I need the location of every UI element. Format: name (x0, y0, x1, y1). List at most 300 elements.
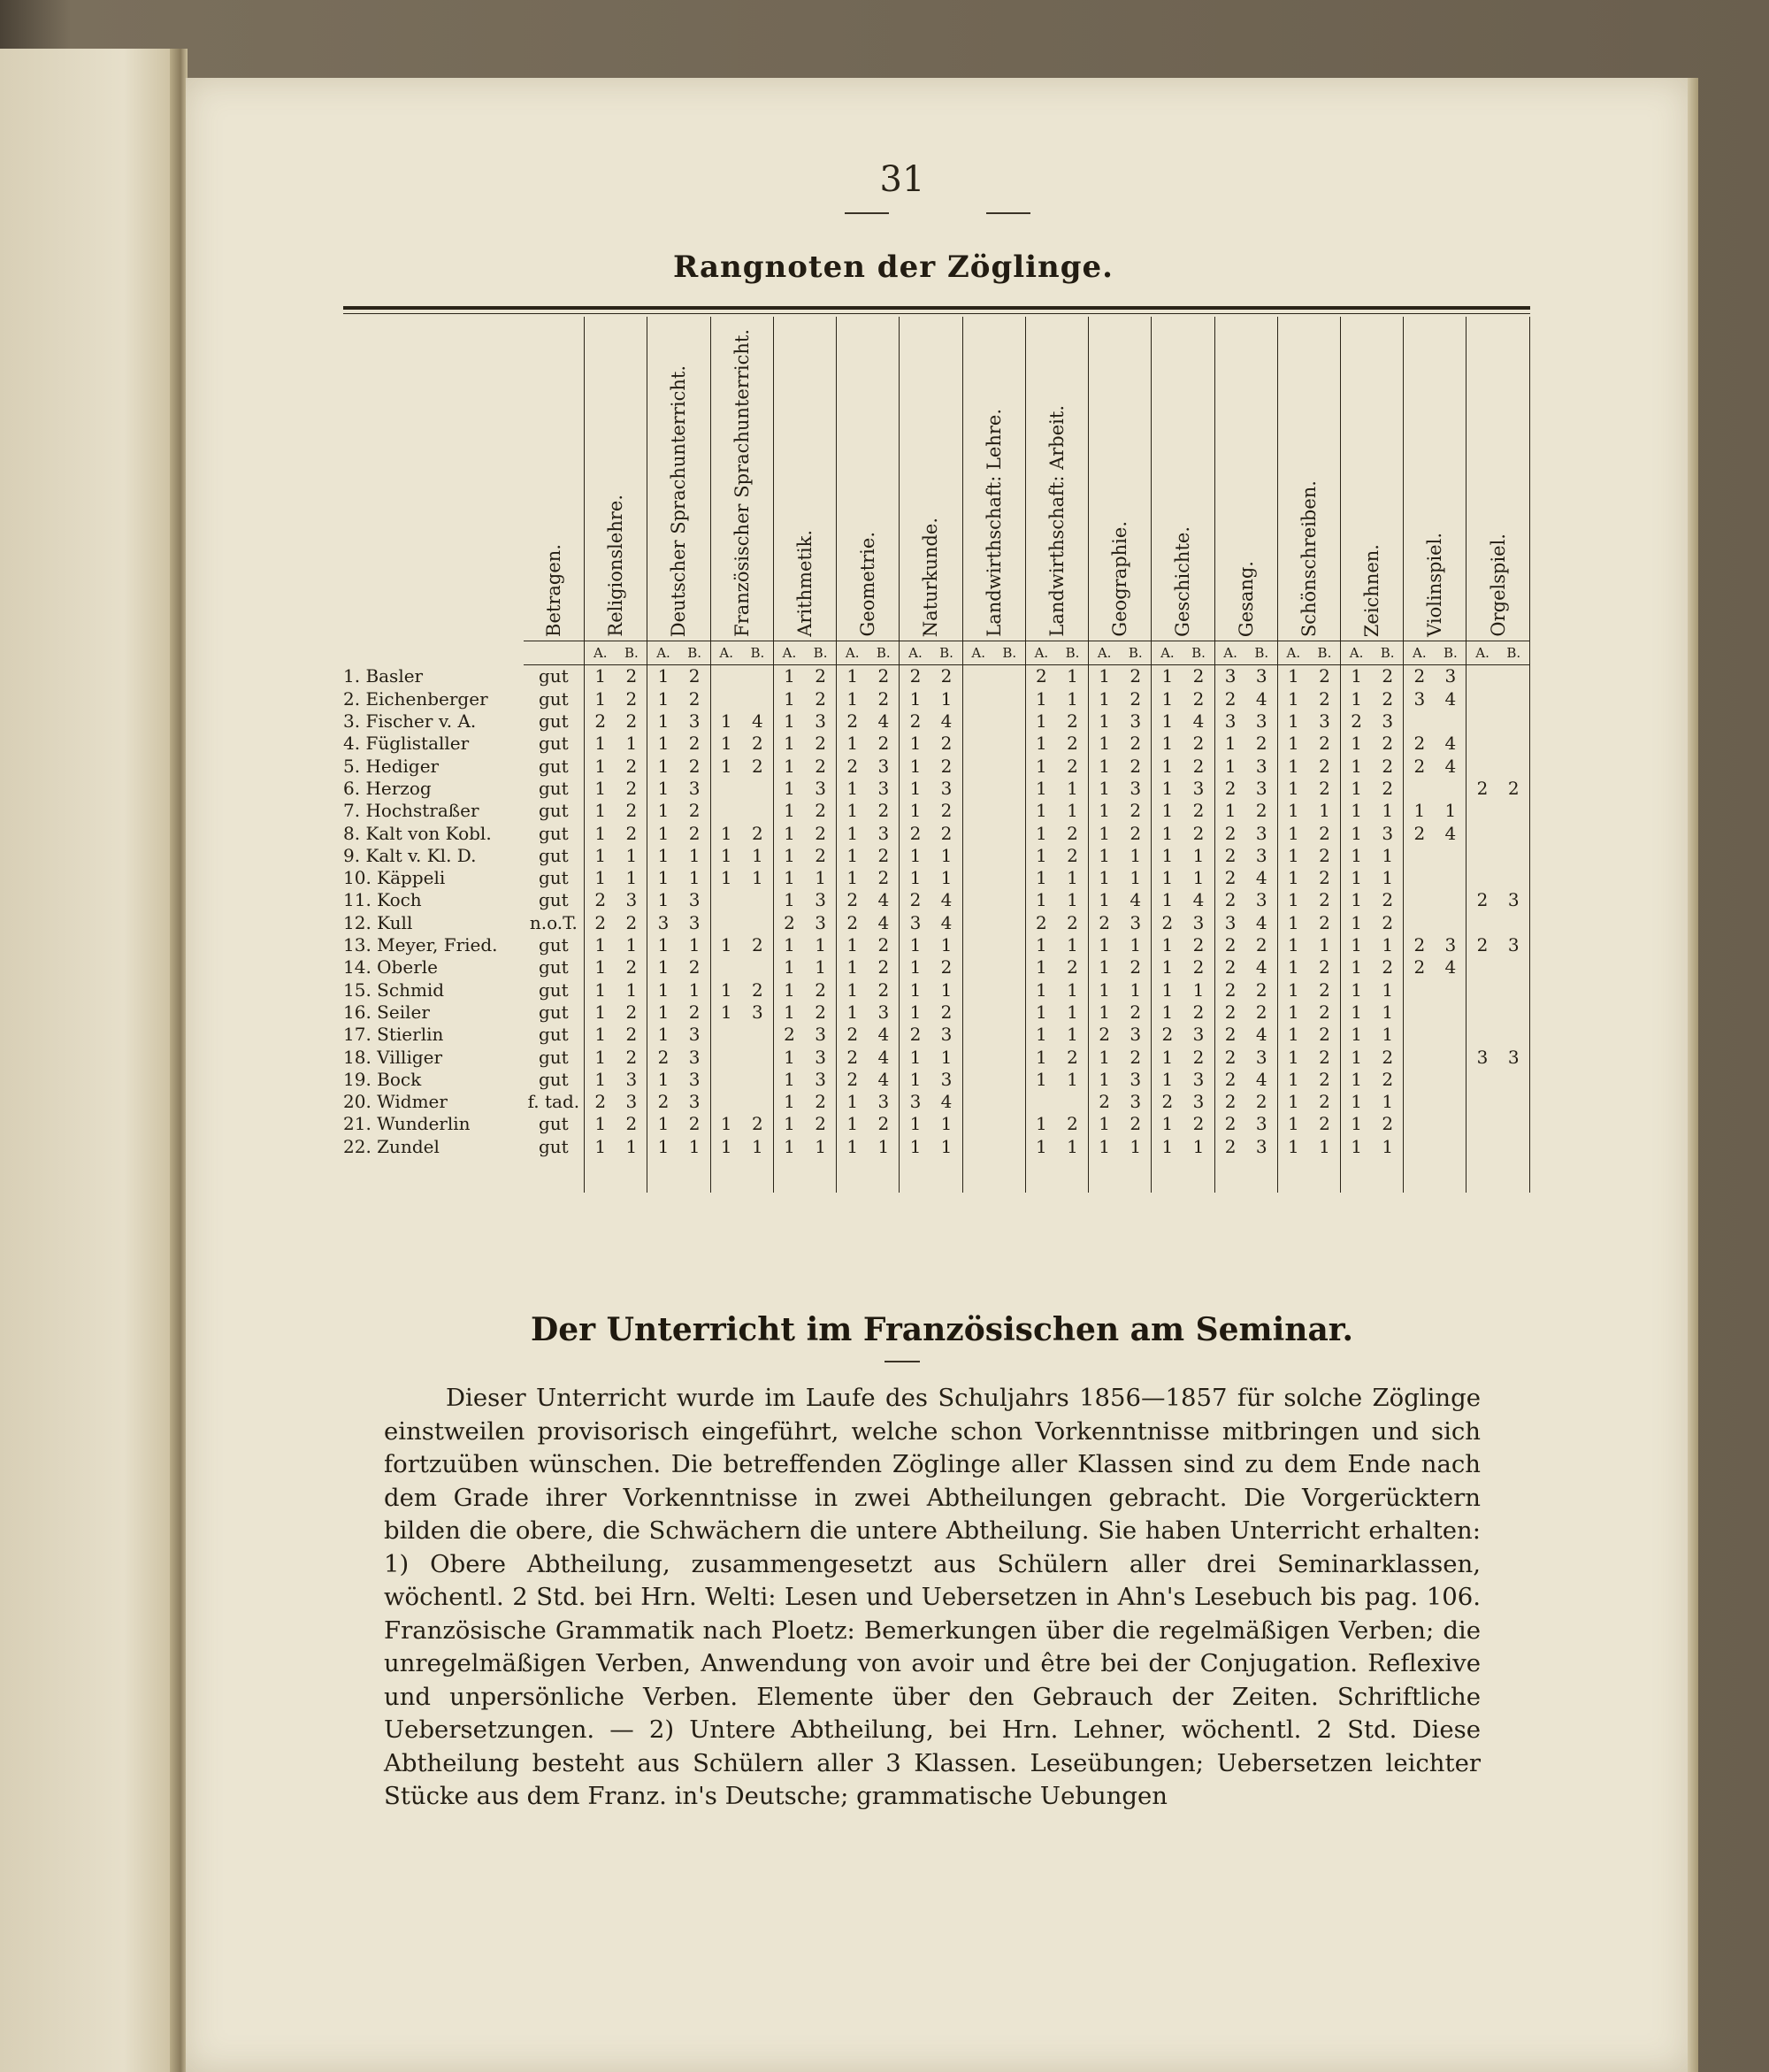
grade-cell: 1 (1099, 956, 1110, 978)
grade-cell: 1 (846, 800, 859, 822)
grade-cell: 1 (616, 933, 647, 955)
grade-cell: 1 (594, 956, 607, 978)
grade-cell: 1 (784, 665, 795, 687)
grade-cell: 1 (1099, 665, 1110, 687)
grade-cell: 1 (1099, 800, 1110, 822)
grade-cell: 2 (1309, 755, 1341, 777)
subject-header (1152, 317, 1214, 641)
table-row (343, 1046, 1530, 1068)
grade-cell (710, 911, 742, 933)
grade-cell: 1 (594, 800, 607, 822)
grade-cell: 1 (657, 777, 670, 799)
grade-cell (994, 1068, 1026, 1090)
grade-cell (1404, 978, 1436, 1001)
grade-cell: 1 (1099, 710, 1110, 733)
grade-cell (1467, 911, 1498, 933)
grade-cell: 1 (1287, 956, 1299, 978)
grade-cell: 4 (930, 710, 962, 732)
grade-cell: 1 (1099, 1135, 1110, 1157)
grade-cell: 2 (1120, 800, 1152, 822)
grade-cell (1498, 664, 1530, 687)
conduct-grade: gut (524, 687, 585, 710)
grade-cell: 2 (1183, 664, 1214, 687)
grade-cell: 2 (1161, 1091, 1174, 1113)
grade-cell: 2 (1413, 733, 1426, 755)
conduct-grade: gut (524, 1001, 585, 1023)
subject-header-row (343, 317, 1530, 641)
subject-label: Religionslehre. (605, 495, 627, 637)
grade-cell: 2 (1057, 822, 1089, 844)
grade-cell: 1 (909, 1113, 922, 1135)
grade-cell (1498, 1024, 1530, 1046)
grade-cell (994, 1001, 1026, 1023)
grade-cell (962, 911, 994, 933)
grade-cell (994, 889, 1026, 911)
grade-cell: 1 (1099, 755, 1110, 777)
col-b-label: B. (679, 641, 711, 664)
grade-cell: 1 (720, 1135, 732, 1157)
grade-cell (1467, 687, 1498, 710)
student-name: 18. Villiger (343, 1046, 443, 1068)
grade-cell: 2 (930, 755, 962, 777)
student-name: 17. Stierlin (343, 1024, 444, 1046)
grade-cell: 3 (1435, 664, 1467, 687)
table-row (343, 1024, 1530, 1046)
grade-cell: 1 (1036, 978, 1047, 1001)
grade-cell (1435, 1068, 1467, 1090)
grade-cell: 1 (1057, 1135, 1089, 1193)
grade-cell: 1 (679, 933, 711, 955)
grade-cell: 1 (1351, 889, 1362, 911)
grade-cell: 2 (846, 755, 859, 777)
grade-cell (1435, 1001, 1467, 1023)
grade-cell: 1 (594, 978, 607, 1001)
grade-cell: 1 (1351, 1113, 1362, 1135)
grade-cell: 1 (1057, 889, 1089, 911)
col-b-label: B. (1309, 641, 1341, 664)
col-b-label: B. (1120, 641, 1152, 664)
grade-cell: 1 (616, 867, 647, 889)
grade-cell (710, 687, 742, 710)
table-row (343, 777, 1530, 799)
grade-cell: 2 (616, 956, 647, 978)
grade-cell (962, 1001, 994, 1023)
grade-cell: 1 (657, 1135, 670, 1157)
grade-cell: 1 (1099, 1001, 1110, 1023)
grade-cell (994, 664, 1026, 687)
grade-cell: 1 (594, 1068, 607, 1090)
grade-cell: 1 (805, 956, 837, 978)
student-name: 5. Hediger (343, 755, 440, 777)
grade-cell: 2 (846, 911, 859, 933)
grade-cell: 4 (1246, 1068, 1278, 1090)
grade-cell: 1 (1036, 1135, 1047, 1157)
grade-cell: 1 (784, 978, 795, 1001)
grade-cell: 1 (846, 1135, 859, 1157)
grade-cell: 2 (742, 822, 774, 844)
grade-cell: 1 (679, 978, 711, 1001)
grade-cell: 3 (1246, 777, 1278, 799)
grade-cell: 2 (1183, 956, 1214, 978)
grade-cell (742, 1024, 774, 1046)
grade-cell: 1 (1120, 978, 1152, 1001)
grade-cell: 3 (1498, 889, 1530, 911)
grade-cell: 1 (1351, 934, 1362, 956)
grade-cell (1057, 1090, 1089, 1112)
grade-cell: 2 (846, 889, 859, 911)
col-a-label: A. (1152, 641, 1183, 664)
grade-cell (710, 800, 742, 822)
subject-header (1277, 317, 1340, 641)
grade-cell (1498, 710, 1530, 732)
grade-cell (1435, 911, 1467, 933)
grade-cell: 2 (868, 664, 900, 687)
grade-cell: 2 (616, 800, 647, 822)
grade-cell: 3 (1246, 710, 1278, 732)
grade-cell: 2 (1183, 1001, 1214, 1023)
grade-cell: 1 (1351, 800, 1362, 822)
grade-cell: 2 (784, 1024, 795, 1046)
grade-cell: 2 (1224, 1024, 1237, 1046)
grade-cell (1435, 1113, 1467, 1135)
grade-cell: 2 (1309, 777, 1341, 799)
table-row (343, 1090, 1530, 1112)
grade-cell (994, 710, 1026, 732)
grade-cell: 2 (1120, 755, 1152, 777)
grade-cell: 2 (1224, 1113, 1237, 1135)
conduct-grade: gut (524, 664, 585, 687)
student-name: 4. Füglistaller (343, 733, 470, 755)
grade-cell: 3 (1183, 1068, 1214, 1090)
grade-cell: 2 (930, 822, 962, 844)
grade-cell: 2 (805, 664, 837, 687)
conduct-grade: gut (524, 755, 585, 777)
grade-cell: 3 (616, 889, 647, 911)
grade-cell: 1 (1372, 978, 1404, 1001)
grade-cell: 1 (930, 933, 962, 955)
subject-label: Landwirthschaft: Arbeit. (1045, 405, 1068, 637)
grade-cell: 1 (909, 733, 922, 755)
grade-cell: 4 (1246, 687, 1278, 710)
grade-cell: 2 (1224, 1068, 1237, 1090)
grade-cell: 3 (805, 889, 837, 911)
grade-cell: 1 (1287, 822, 1299, 844)
grade-cell: 1 (1287, 733, 1299, 755)
grade-cell (1404, 1024, 1436, 1046)
grade-cell: 3 (679, 777, 711, 799)
grade-cell (994, 978, 1026, 1001)
grade-cell: 1 (1161, 1068, 1174, 1090)
grade-cell: 1 (1351, 1001, 1362, 1023)
grade-cell: 1 (909, 844, 922, 866)
grade-cell: 1 (1057, 1024, 1089, 1046)
page-number-rule-left (845, 212, 889, 214)
grade-cell: 2 (1476, 934, 1489, 956)
grade-cell: 2 (1183, 687, 1214, 710)
grade-cell: 1 (657, 1001, 670, 1023)
grade-cell: 2 (616, 822, 647, 844)
grade-cell (1467, 1135, 1498, 1193)
grade-cell: 1 (679, 867, 711, 889)
grade-cell: 4 (868, 889, 900, 911)
grade-cell: 1 (1287, 1135, 1299, 1157)
grade-cell: 2 (1099, 1091, 1110, 1113)
grade-cell: 1 (784, 1046, 795, 1068)
grade-cell: 2 (909, 889, 922, 911)
grade-cell: 1 (1351, 1024, 1362, 1046)
grade-cell (710, 664, 742, 687)
grade-cell (1435, 1135, 1467, 1193)
grade-cell (710, 889, 742, 911)
grade-cell: 2 (1309, 844, 1341, 866)
student-name: 8. Kalt von Kobl. (343, 822, 492, 844)
grade-cell: 2 (805, 1113, 837, 1135)
grade-cell: 4 (930, 911, 962, 933)
grade-cell (710, 1024, 742, 1046)
grade-cell: 1 (846, 1091, 859, 1113)
grade-cell: 1 (1372, 1024, 1404, 1046)
grade-cell: 1 (909, 867, 922, 889)
grade-cell: 1 (909, 934, 922, 956)
grade-cell (1404, 710, 1436, 732)
grade-cell (962, 933, 994, 955)
grade-cell: 3 (1372, 822, 1404, 844)
subject-label: Zeichnen. (1361, 543, 1383, 637)
col-a-label: A. (1277, 641, 1309, 664)
grade-cell: 1 (846, 934, 859, 956)
grade-cell (962, 1068, 994, 1090)
grade-cell (994, 867, 1026, 889)
grade-cell: 2 (868, 687, 900, 710)
grade-cell: 1 (657, 687, 670, 710)
grade-cell (962, 844, 994, 866)
grade-cell: 1 (1287, 777, 1299, 799)
grade-cell: 2 (1309, 664, 1341, 687)
grade-cell: 1 (1057, 867, 1089, 889)
grade-cell: 3 (1183, 777, 1214, 799)
grade-cell: 4 (868, 1046, 900, 1068)
grade-cell: 2 (1224, 1046, 1237, 1068)
grade-cell: 2 (909, 710, 922, 733)
grade-cell: 1 (846, 687, 859, 710)
grade-cell (742, 956, 774, 978)
grade-cell: 1 (657, 889, 670, 911)
grade-cell: 1 (1057, 777, 1089, 799)
grade-cell (1404, 1135, 1436, 1193)
subject-label: Naturkunde. (920, 517, 942, 637)
grade-cell: 1 (1036, 934, 1047, 956)
grade-cell: 1 (1099, 867, 1110, 889)
grade-cell: 3 (679, 710, 711, 732)
grade-cell (1435, 1046, 1467, 1068)
subject-label: Deutscher Sprachunterricht. (668, 365, 690, 637)
grade-cell: 3 (1498, 1046, 1530, 1068)
grade-cell: 3 (1120, 1024, 1152, 1046)
grade-cell: 1 (1161, 889, 1174, 911)
grade-cell: 1 (1036, 1001, 1047, 1023)
grade-cell: 2 (930, 664, 962, 687)
grade-cell: 2 (1372, 687, 1404, 710)
grade-cell: 2 (1120, 1113, 1152, 1135)
grade-cell (1404, 1068, 1436, 1090)
table-rule-thick (343, 306, 1530, 310)
table-row (343, 710, 1530, 732)
grade-cell (962, 1024, 994, 1046)
grade-cell: 2 (1413, 934, 1426, 956)
grade-cell: 2 (868, 933, 900, 955)
grade-cell: 2 (1057, 956, 1089, 978)
grade-cell (1498, 733, 1530, 755)
grade-cell: 1 (784, 733, 795, 755)
grade-cell (994, 800, 1026, 822)
grade-cell: 1 (720, 978, 732, 1001)
grade-cell: 2 (868, 844, 900, 866)
grade-cell (962, 755, 994, 777)
grade-cell: 4 (1183, 889, 1214, 911)
grade-cell: 2 (805, 978, 837, 1001)
grade-cell: 2 (805, 822, 837, 844)
grade-cell: 2 (616, 1024, 647, 1046)
grade-cell: 1 (1351, 777, 1362, 799)
grade-cell (994, 844, 1026, 866)
grade-cell: 2 (1183, 933, 1214, 955)
grade-cell: 1 (1120, 844, 1152, 866)
grade-cell (962, 710, 994, 732)
grade-cell: 2 (1057, 755, 1089, 777)
grade-cell: 2 (616, 1001, 647, 1023)
grade-cell: 1 (784, 1001, 795, 1023)
grade-cell: 1 (784, 867, 795, 889)
grade-cell: 2 (1372, 1068, 1404, 1090)
grade-cell: 2 (930, 956, 962, 978)
grade-cell: 2 (1036, 911, 1047, 933)
paragraph: Dieser Unterricht wurde im Laufe des Schuljahrs 1856—1857 für solche Zöglinge einstweilen provisorisch eingeführt, welche schon Vorkenntnisse mitbringen und sich fortzuüben wünschen. Die betreffenden Zöglinge aller Klassen sind zu dem Ende nach dem Grade ihrer Vorkenntnisse in zwei Abtheilungen gebracht. Die Vorgerücktern bilden die obere, die Schwächern die untere Abtheilung. Sie haben Unterricht erhalten: 1) Obere Abtheilung, zusammengesetzt aus Schülern aller drei Seminarklassen, wöchentl. 2 Std. bei Hrn. Welti: Lesen und Uebersetzen in Ahn's Lesebuch bis pag. 106. Französische Grammatik nach Ploetz: Bemerkungen über die regelmäßigen Verben; die unregelmäßigen Verben, Anwendung von avoir und être bei der Conjugation. Reflexive und unpersönliche Verben. Elemente über den Gebrauch der Zeiten. Schriftliche Uebersetzungen. — 2) Untere Abtheilung, bei Hrn. Lehner, wöchentl. 2 Std. Diese Abtheilung besteht aus Schülern aller 3 Klassen. Leseübungen; Uebersetzen leichter Stücke aus dem Franz. in's Deutsche; grammatische Uebungen (384, 1384, 1481, 1810)
grade-cell: 3 (805, 777, 837, 799)
grade-cell (994, 822, 1026, 844)
grade-cell: 2 (616, 911, 647, 933)
grade-cell: 1 (1161, 800, 1174, 822)
col-b-label: B. (1057, 641, 1089, 664)
grade-cell: 2 (657, 1091, 670, 1113)
grade-cell: 1 (720, 733, 732, 755)
grade-cell: 2 (1057, 1113, 1089, 1135)
grade-cell: 1 (1351, 1068, 1362, 1090)
grade-cell: 1 (616, 1135, 647, 1193)
grade-cell: 2 (909, 822, 922, 844)
student-name: 14. Oberle (343, 956, 438, 978)
grade-cell: 4 (1435, 687, 1467, 710)
col-b-label: B. (1372, 641, 1404, 664)
grade-cell: 1 (1224, 733, 1237, 755)
grade-cell: 1 (1057, 1068, 1089, 1090)
grade-cell: 2 (846, 710, 859, 733)
grade-cell (1467, 1113, 1498, 1135)
grade-cell (962, 1090, 994, 1112)
grade-cell (742, 664, 774, 687)
col-a-label: A. (710, 641, 742, 664)
grade-cell: 2 (805, 687, 837, 710)
grade-cell: 4 (742, 710, 774, 732)
grade-cell: 1 (1057, 933, 1089, 955)
grade-cell: 1 (784, 822, 795, 844)
grade-cell (1435, 1090, 1467, 1112)
grade-cell: 3 (1120, 710, 1152, 732)
grade-cell: 4 (868, 911, 900, 933)
col-a-label: A. (647, 641, 679, 664)
grade-cell: 1 (784, 1135, 795, 1157)
grade-cell: 2 (594, 1091, 607, 1113)
grade-cell (962, 822, 994, 844)
table-row (343, 911, 1530, 933)
grade-cell: 1 (657, 800, 670, 822)
ab-header-row (343, 641, 1530, 664)
grade-cell: 1 (594, 1135, 607, 1157)
grade-cell: 1 (1099, 1046, 1110, 1068)
page-edge (1688, 78, 1698, 2072)
grade-cell: 1 (846, 1113, 859, 1135)
grade-cell: 2 (1246, 800, 1278, 822)
grade-cell: 2 (1309, 822, 1341, 844)
table-row (343, 956, 1530, 978)
grade-cell: 1 (1057, 664, 1089, 687)
grade-cell (1498, 867, 1530, 889)
grade-cell (1404, 1113, 1436, 1135)
grade-cell: 3 (1372, 710, 1404, 732)
grade-cell: 2 (1309, 1090, 1341, 1112)
grade-cell: 2 (1161, 911, 1174, 933)
grade-cell: 2 (1120, 733, 1152, 755)
grade-cell (1498, 822, 1530, 844)
grade-cell: 3 (1246, 1046, 1278, 1068)
table-row (343, 800, 1530, 822)
body-text (384, 1382, 1481, 1814)
facing-page (0, 49, 177, 2072)
grade-cell: 2 (846, 1046, 859, 1068)
grade-cell: 2 (1120, 1001, 1152, 1023)
grade-cell: 1 (1351, 867, 1362, 889)
grade-cell (1498, 1001, 1530, 1023)
grade-cell: 3 (616, 1090, 647, 1112)
grade-cell (742, 687, 774, 710)
grade-cell: 2 (1183, 1113, 1214, 1135)
grade-cell: 1 (784, 755, 795, 777)
grade-cell: 1 (1036, 889, 1047, 911)
grade-cell: 2 (1120, 687, 1152, 710)
grade-cell (994, 1024, 1026, 1046)
student-name: 10. Käppeli (343, 867, 446, 889)
grade-cell: 1 (1287, 1113, 1299, 1135)
grade-cell (1404, 777, 1436, 799)
grade-cell: 1 (1287, 1024, 1299, 1046)
grade-cell: 2 (679, 1113, 711, 1135)
grade-cell: 1 (1036, 710, 1047, 733)
grade-cell: 4 (1246, 1024, 1278, 1046)
grade-cell: 1 (657, 710, 670, 733)
grade-cell: 3 (1246, 844, 1278, 866)
grade-cell: 3 (1246, 822, 1278, 844)
grade-cell: 3 (1120, 1068, 1152, 1090)
grade-cell: 2 (1413, 822, 1426, 844)
grade-cell: 2 (1224, 1001, 1237, 1023)
grade-cell: 2 (1120, 956, 1152, 978)
grade-cell: 4 (1435, 822, 1467, 844)
grade-cell: 2 (1183, 1046, 1214, 1068)
grade-cell: 1 (594, 665, 607, 687)
grade-cell (962, 733, 994, 755)
grade-cell: 2 (1057, 844, 1089, 866)
subject-header (1467, 317, 1530, 641)
conduct-grade: gut (524, 1024, 585, 1046)
